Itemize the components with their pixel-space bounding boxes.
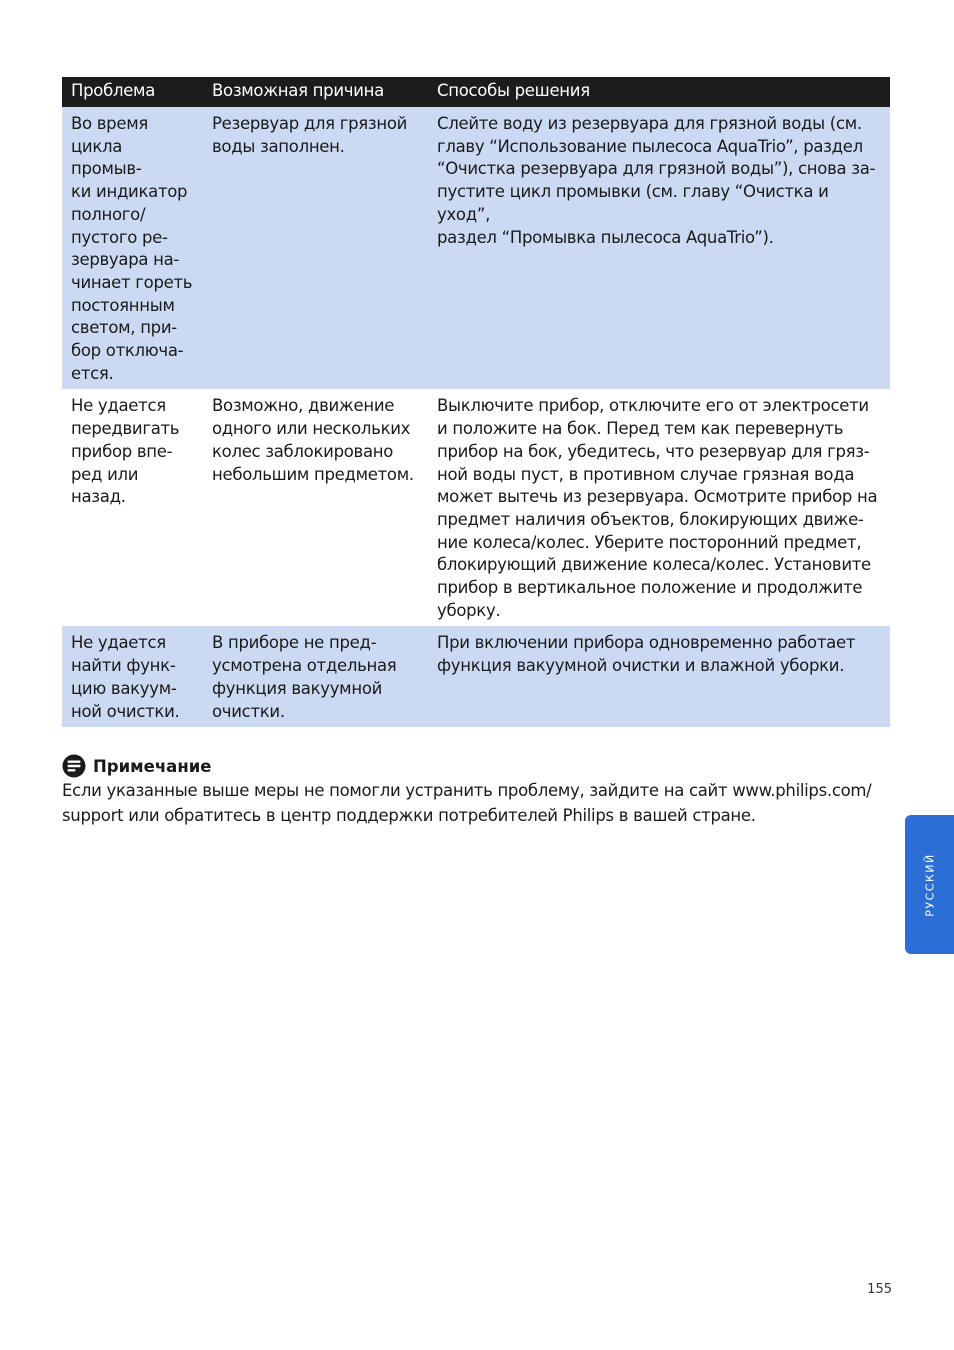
solution-cell: Выключите прибор, отключите его от электросети и положите на бок. Перед тем как перевернуть прибор на бок, убедитесь, что резервуар для гряз- ной воды пуст, в противном случае грязная вода может вытечь из резервуара. Осмотрите прибор на предмет наличия объектов, блокирующих движе- ние колеса/колес. Уберите посторонний предмет, блокирующий движение колеса/колес. Установите прибор в вертикальное положение и продолжите уборку. — [428, 389, 890, 626]
header-solution: Способы решения — [428, 77, 890, 107]
table-row — [62, 626, 890, 727]
cause-cell: Резервуар для грязной воды заполнен. — [203, 107, 428, 389]
cause-cell: Возможно, движение одного или нескольких колес заблокировано небольшим предметом. — [203, 389, 428, 626]
troubleshooting-table — [62, 77, 890, 727]
header-problem: Проблема — [62, 77, 203, 107]
note-heading — [62, 754, 211, 778]
problem-cell: Не удается найти функ- цию вакуум- ной очистки. — [62, 626, 203, 727]
language-tab — [905, 815, 954, 954]
page-number: 155 — [867, 1282, 892, 1297]
note-title: Примечание — [93, 756, 212, 776]
table-row — [62, 389, 890, 626]
table-header-row — [62, 77, 890, 107]
solution-cell: При включении прибора одновременно работает функция вакуумной очистки и влажной уборки. — [428, 626, 890, 727]
note-text: Если указанные выше меры не помогли устранить проблему, зайдите на сайт www.philips.com/ support или обратитесь в центр поддержки потребителей Philips в вашей стране. — [62, 781, 872, 825]
language-tab-label: РУССКИЙ — [923, 852, 936, 917]
problem-cell: Во время цикла промыв- ки индикатор полного/ пустого ре- зервуара на- чинает гореть постоянным светом, при- бор отключа- ется. — [62, 107, 203, 389]
cause-cell: В приборе не пред- усмотрена отдельная функция вакуумной очистки. — [203, 626, 428, 727]
problem-cell: Не удается передвигать прибор впе- ред или назад. — [62, 389, 203, 626]
table-row — [62, 107, 890, 389]
header-cause: Возможная причина — [203, 77, 428, 107]
note-icon — [62, 754, 86, 778]
solution-cell: Слейте воду из резервуара для грязной воды (см. главу “Использование пылесоса AquaTrio”, раздел “Очистка резервуара для грязной воды”), снова за- пустите цикл промывки (см. главу “Очистка и уход”, раздел “Промывка пылесоса AquaTrio”). — [428, 107, 890, 389]
